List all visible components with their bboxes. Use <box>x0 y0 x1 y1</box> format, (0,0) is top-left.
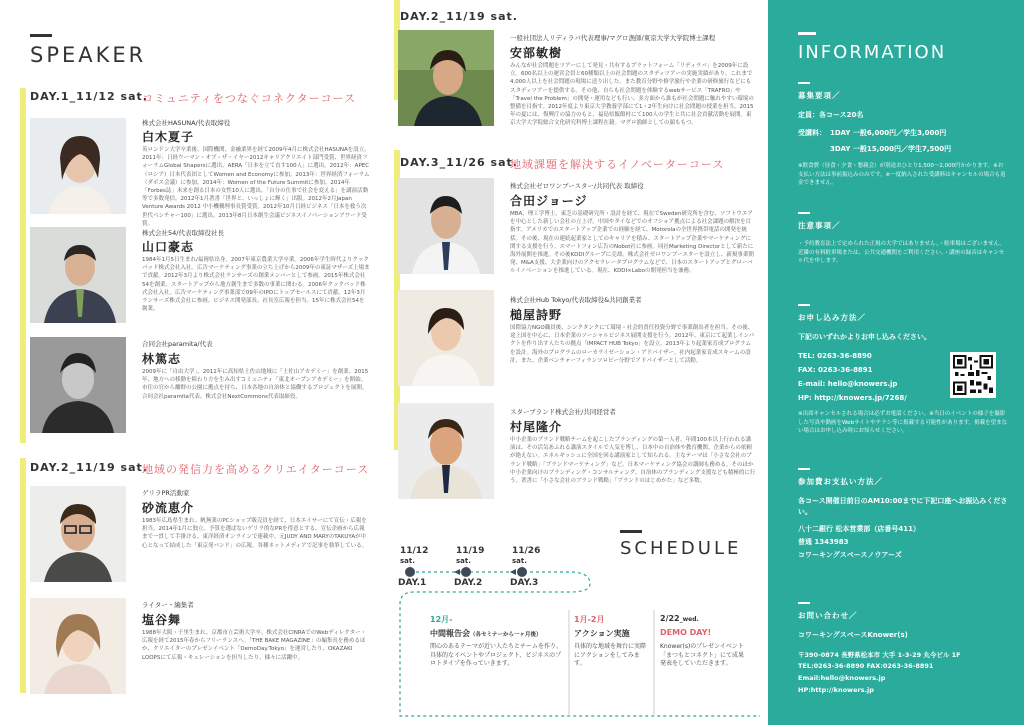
info-heading-dash <box>798 32 816 35</box>
fee-3day: 3DAY 一般15,000円／学生7,500円 <box>830 145 952 153</box>
speaker-role: 株式会社ゼロワンブースター/共同代表 取締役 <box>510 182 644 190</box>
phase1-when: 12月- <box>430 615 453 624</box>
speaker-heading: SPEAKER <box>30 43 147 67</box>
speaker-role: 合同会社paramita/代表 <box>142 340 213 348</box>
speaker-bio: 1984年1月5日生まれ/福岡県出身。2007年東京農業大学卒業。2006年学生時代よりクックパッド株式会社入社。広告マーケティング事業の立ち上げから2009年の東証マザーズ上場まで貢献。2012年3月より株式会社ランサーズの創業メンバーとして参画。2015年株式会社54を創業。スタートアップから地方創生まで多数の事業に関わる。2006年クックパッド株式会社入社。広告マーケティング事業部で09年のIPOにトップセールスにて貢献。12年3月ランサーズ株式会社に参画。ビジネス開発部長、社長室広報を担当。15年に株式会社54を創業。 <box>142 257 370 313</box>
speaker-column-left <box>0 0 384 725</box>
speaker-name: 合田ジョージ <box>510 194 588 208</box>
speaker-name: 林篤志 <box>142 352 182 366</box>
apply-lead: 下記のいずれかよりお申し込みください。 <box>798 333 931 341</box>
speaker-role: 株式会社Hub Tokyo/代表取締役&共同創業者 <box>510 296 642 304</box>
speaker-role: 一般社団法人リディラバ代表理事/マグロ漁師/東京大学大学院博士課程 <box>510 34 716 42</box>
speaker-name: 槌屋詩野 <box>510 308 563 322</box>
speaker-photo-murao <box>398 403 494 499</box>
contact-hp[interactable]: HP:http://knowers.jp <box>798 686 874 694</box>
speaker-bio: 1983年広島県生まれ。帆無業のPCショップ販売員を経て、日本エイサーにて宣伝・広報を担当。2014年1月に独立。予算を選ばないゲリラ的なPRを得意とする。宣伝企画から広報まで一貫して手掛ける。東洋経済オンラインで連載中。元JUDY AND MARYのTAKUYAが中心となって結成した「東京発バンド」の広報。各種ネットメディアで記事を執筆している。 <box>142 518 368 549</box>
day3-label: DAY.3_11/26 sat. <box>400 156 518 169</box>
capacity: 定員：各コース20名 <box>798 111 864 119</box>
account: 普通 1343983 <box>798 538 849 546</box>
recruit-dash <box>798 82 810 84</box>
schedule-date-1: 11/12 sat. <box>400 546 429 565</box>
speaker-photo-tsuchiya <box>398 290 494 386</box>
speaker-name: 山口豪志 <box>142 240 195 254</box>
speaker-name: 白木夏子 <box>142 130 195 144</box>
contact-title: お問い合わせ／ <box>798 611 858 620</box>
speaker-heading-dash <box>30 34 52 37</box>
speaker-bio: 1988年大阪・千里生まれ。京都市立芸術大学卒。株式会社CINRAでのWebディレクター・広報を経て2015年春からフリーランスへ。「THE BAKE MAGAZINE」の編集長を務めるほか、クリエイターのプレゼンイベント「DemoDay.Tokyo」を運営したり、OKAZAKI LOOPSにて広報・キュレーションを担当したり、様々に活躍中。 <box>142 630 367 661</box>
speaker-bio: 英ロンドン大学卒業後、国際機関、金融業界を経て2009年4月に株式会社HASUNAを設立。2011年：日経ウーマン・オブ・ザ・イヤー2012キャリアクリエイト部門受賞、世界経済フォーラムGlobal Shapersに選出、AERA「日本を立て直す100人」に選出。2012年：APEC（ロシア）日本代表団としてWomen and Economyに参加。2013年：世界経済フォーラム（ダボス会議）に参加。2014年：Women of the Future Summitに参加。2014年「Forbes誌」未来を創る日本の女性10人に選出。「自分の仕事で社会を変える」を講演活動等で多数発信。2012年1月著書「世界と、いっしょに輝く」出版。2012年2月Japan Venture Awards 2012 中小機構理事長賞受賞。2012年10月日経ビジネス「日本を救う次世代ベンチャー100」に選出。2013年8月日本創生会議ビジネスイノベーションアワード受賞。 <box>142 147 370 227</box>
qr-code[interactable] <box>950 352 996 398</box>
speaker-bio: MBA、理工学博士。東芝の基礎研究所・設計を経て、現在でSweden研究所を含む、ソフトウエアを中心とした新しい会社の立上げ。中国やタイなどでのオフショア拠点による社会課題の解決を目指す。アメリカでのスタートアップ企業での経験を経て、Motorolaの全世界携帯電話の開発を統括。その後、現在の連続起業家としてのキャリアを積み、スタートアップ企業やマーケティングに関する支援を行う。スマートフォン広告のNobot社に参画。同社Marketing Directorとして新たに海外展開を推進。その後KDDIグループに売却。株式会社ゼロワンブースターを設立し、新規事業開発、M&A支援、大企業向けのアクセラレータプログラムなどで、日本のスタートアップとグローバルイノベーションを推進している。現在、KDDI∞Laboの開発担当を兼務。 <box>510 211 754 275</box>
contact-telfax[interactable]: TEL:0263-36-8890 FAX:0263-36-8891 <box>798 662 934 670</box>
contact-org: コワーキングスペースKnower(s) <box>798 631 908 639</box>
schedule-heading-dash <box>620 530 642 533</box>
speaker-role: 株式会社HASUNA/代表取締役 <box>142 119 231 127</box>
speaker-role: ライター・編集者 <box>142 601 194 609</box>
speaker-name: 塩谷舞 <box>142 613 182 627</box>
phase1-body: 関心のあるテーマが近い人たちとチームを作り、具体的なイベントやプロジェクト、ビジネスのプロトタイプを作っていきます。 <box>430 643 563 667</box>
speaker-photo-yamaguchi <box>30 227 126 323</box>
phase3-body: Knower(s)のプレゼンイベント「まつもとコネクト」にて成果発表をしていただきます。 <box>660 643 745 667</box>
caution-body: ・予約教育法上で定められた正規の大学ではありません。・駐車場はございません。近隣の有料駐車場または、公共交通機関をご利用ください。・講座の録音はキャンセル代を申します。 <box>798 241 1005 264</box>
speaker-name: 安部敏樹 <box>510 46 563 60</box>
pay-title: 参加費お支払い方法／ <box>798 477 883 486</box>
fee-1day: 1DAY 一般6,000円／学生3,000円 <box>830 129 947 137</box>
day1-accent-bar <box>20 88 26 443</box>
day2-theme: 地域の発信力を高めるクリエイターコース <box>142 463 370 476</box>
apply-notes: ※出席キャンセルされる場合は必ずお電話ください。※当日のイベントの様子を撮影した写真や動画をWebサイトやチラシ等に掲載する可能性があります。掲載を望まない場合はお申し込み時にお知らせください。 <box>798 411 1008 434</box>
speaker-photo-hayashi <box>30 337 126 433</box>
fee-notes: ※飲食費（昼食・夕食・懇親会）が別途おひとり1,500〜2,000円かかります。※お支払い方法は事前振込みのみです。※一度納入された受講料はキャンセルの場合も返金できません。 <box>798 163 1006 186</box>
speaker-role: 株式会社54/代表取締役社長 <box>142 229 224 237</box>
speaker-bio: みんなが社会問題をツアーにして発見・共有するプラットフォーム「リディラバ」を2009年に設立。600名以上の運営会員と60種類以上の社会問題のスタディツアーの実施実績があり、これまで4,000人以上を社会問題の現場に送り出した。また教育分野や修学旅行や企業の研修旅行などにもスタディツアーを提供する。その他、自らも社会問題を体験するwebサービス「TRAFRO」や「Travel the Problem」の開発・運用なども行い、多方面から誰もが社会問題に触れやすい環境の整備を目指す。2012年度より東京大学教養学部にて1・2年生向けに社会問題の授業を担当。2015年の夏には、復興庁の協力のもと、福島県飯館村にて100人の学生と共に社会貢献活動を展開。東京大学大学院総合文化研究科博士課程在籍。マグロ漁師としての顔ももつ。 <box>510 63 754 127</box>
day1-theme: コミュニティをつなぐコネクターコース <box>142 92 357 105</box>
schedule-heading: SCHEDULE <box>620 538 742 559</box>
phase2-title: アクション実施 <box>574 629 630 638</box>
bank: 八十二銀行 松本営業部（店番号411） <box>798 525 921 533</box>
pay-dash <box>798 468 810 470</box>
contact-dash <box>798 602 810 604</box>
speaker-role: スターブランド株式会社/共同経営者 <box>510 408 616 416</box>
speaker-column-middle <box>384 0 768 725</box>
contact-address: 〒390-0874 長野県松本市 大手 1-3-29 丸今ビル 1F <box>798 651 961 659</box>
speaker-role: ゲリラPR活動家 <box>142 489 190 497</box>
schedule-day-3: DAY.3 <box>510 578 539 588</box>
day2-accent-bar <box>20 458 26 693</box>
apply-hp[interactable]: HP: http://knowers.jp/7268/ <box>798 394 907 402</box>
caution-dash <box>798 212 810 214</box>
schedule-date-3: 11/26 sat. <box>512 546 541 565</box>
phase2-when: 1月-2月 <box>574 615 605 624</box>
speaker-bio: 国際協力NGO職員後、シンクタンクにて環境・社会的責任投資分野で事業創出者を担当。その後、途上国を中心に、日本企業のソーシャルビジネス展開支援を行う。2012年、東京にて起業しインパクトを作り出す人たちの拠点「IMPACT HUB Tokyo」を設立。2013年より起業家育成プログラムを設計。海外のプログラムのローカライゼーション・アドバイザー。社内起業家育成スキームの設計、また、企業ベンチャーフィランソロピー分野でアドバイザーとして活動。 <box>510 325 755 364</box>
phase2-body: 具体的な地域を舞台に実際にアクションをしてみます。 <box>574 643 647 667</box>
speaker-photo-shiotani <box>30 598 126 694</box>
day3-dot <box>517 567 527 577</box>
apply-dash <box>798 304 810 306</box>
phase3-when: 2/22_wed. <box>660 614 699 623</box>
speaker-name: 村尾隆介 <box>510 420 563 434</box>
schedule-date-2: 11/19 sat. <box>456 546 485 565</box>
speaker-photo-shiraki <box>30 118 126 214</box>
apply-fax: FAX: 0263-36-8891 <box>798 366 873 374</box>
schedule-day-1: DAY.1 <box>398 578 427 588</box>
day1-dot <box>405 567 415 577</box>
speaker-name: 砂流恵介 <box>142 501 195 515</box>
contact-email[interactable]: Email:hello@knowers.jp <box>798 674 886 682</box>
speaker-photo-goda <box>398 178 494 274</box>
day2-dot <box>461 567 471 577</box>
phase3-title: DEMO DAY! <box>660 628 712 637</box>
apply-email[interactable]: E-mail: hello@knowers.jp <box>798 380 898 388</box>
day2-label: DAY.2_11/19 sat. <box>30 461 148 474</box>
fee-label: 受講料： <box>798 129 826 137</box>
information-panel <box>768 0 1024 725</box>
speaker-photo-abe <box>398 30 494 126</box>
apply-tel[interactable]: TEL: 0263-36-8890 <box>798 352 872 360</box>
day1-label: DAY.1_11/12 sat. <box>30 90 148 103</box>
speaker-bio: 中小企業のブランド戦略チームを起こしたブランディングの第一人者。年間100本以上行われる講演は、その活気あふれる講演スタイルで人気を博し、日本中の自治体や教育機関、企業からの依頼が絶えない。エネルギッシュに全国を回る講演家として知られる。主なテーマは「小さな会社のブランド戦略」「ブランドマーケティング」など。日本マーケティング協会の講師も務める。そのほか中小企業向けのブランディング・コンサルティング、自治体のブランディング支援なども積極的に行う。著書に「小さな会社のブランド戦略」「ブランドのはじめかた」など多数。 <box>510 437 756 485</box>
day3-theme: 地域課題を解決するイノベーターコース <box>510 158 725 171</box>
recruit-title: 募集要項／ <box>798 91 841 100</box>
schedule-day-2: DAY.2 <box>454 578 483 588</box>
caution-title: 注意事項／ <box>798 221 841 230</box>
mid-day2-label: DAY.2_11/19 sat. <box>400 10 518 23</box>
account-name: コワーキングスペースノウアーズ <box>798 551 902 559</box>
speaker-photo-sunagare <box>30 486 126 582</box>
apply-title: お申し込み方法／ <box>798 313 866 322</box>
phase1-title: 中間報告会（各セミナーから一ヶ月後） <box>430 629 542 638</box>
speaker-bio: 2009年に「自由大学」、2011年に高知県土佐山地域に「土佐山アカデミー」を創業。2015年、地方への移動を障わり方を生み出すコミュニティ「東北オープンアカデミー」を開始。市住の官から離野の公園に拠点を持ち、日本各地の自治体と協働するプロジェクトを展開。合同会社paramita代表。株式会社NextCommons代表取締役。 <box>142 369 369 400</box>
pay-lead: 各コース開催日前日のAM10:00までに下記口座へお振込みください。 <box>798 497 1008 516</box>
info-heading: INFORMATION <box>798 42 947 63</box>
